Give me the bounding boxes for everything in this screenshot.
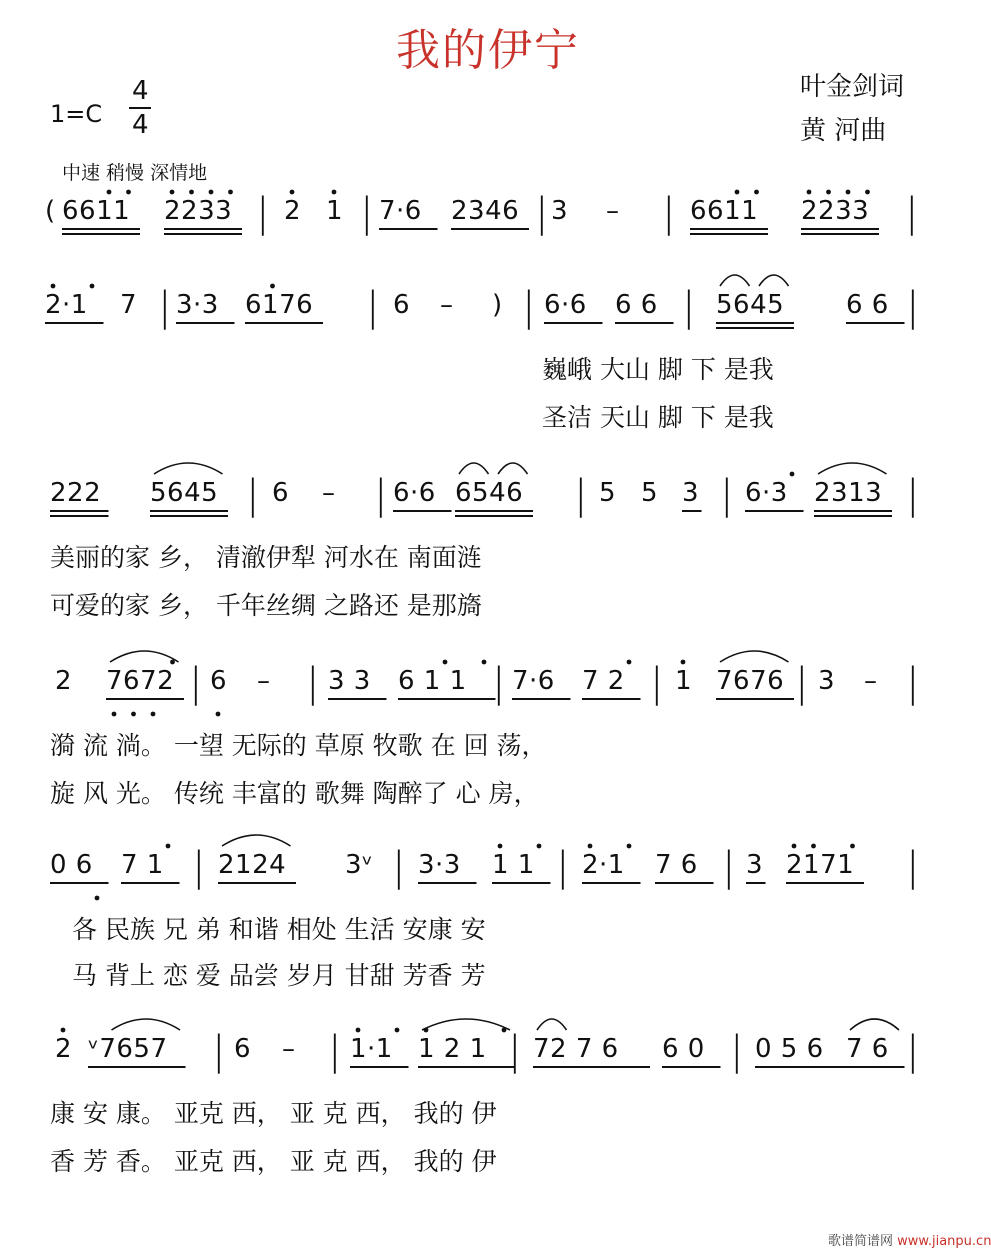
note-group: 2233 bbox=[164, 196, 233, 226]
note-group: 5645 bbox=[150, 478, 219, 508]
octave-dot-above bbox=[498, 844, 503, 849]
barline: | bbox=[192, 844, 206, 890]
note-group: 1 2 1 bbox=[418, 1034, 487, 1064]
barline: | bbox=[906, 1028, 920, 1074]
slur-arc bbox=[422, 1019, 510, 1030]
octave-dot-above bbox=[170, 660, 175, 665]
note-group: 3·3 bbox=[176, 290, 219, 320]
barline: | bbox=[522, 284, 536, 330]
watermark-site-name: 歌谱简谱网 bbox=[828, 1234, 894, 1249]
note-group: 1·1 bbox=[350, 1034, 393, 1064]
note-group: 2346 bbox=[451, 196, 520, 226]
barline: | bbox=[158, 284, 172, 330]
slur-arc bbox=[759, 275, 789, 286]
note-group: 2124 bbox=[218, 850, 287, 880]
song-title: 我的伊宁 bbox=[396, 25, 580, 76]
octave-dot-above bbox=[850, 844, 855, 849]
barline: | bbox=[392, 844, 406, 890]
lyric-line-1: 各 民族 兄 弟 和谐 相处 生活 安康 安 bbox=[72, 915, 486, 944]
note-group: 6 bbox=[210, 666, 228, 696]
octave-dot-above bbox=[424, 1028, 429, 1033]
note-group: 6·6 bbox=[544, 290, 587, 320]
octave-dot-above bbox=[209, 190, 214, 195]
note-group: 6 bbox=[234, 1034, 252, 1064]
barline: | bbox=[574, 472, 588, 518]
barline: | bbox=[906, 660, 920, 706]
octave-dot-above bbox=[502, 1028, 507, 1033]
lyricist-credit: 叶金剑词 bbox=[800, 72, 905, 102]
note-group: 5 bbox=[641, 478, 659, 508]
slur-arc bbox=[459, 463, 489, 474]
note-group: 2 bbox=[55, 1034, 73, 1064]
barline: | bbox=[906, 284, 920, 330]
note-group: ) bbox=[492, 290, 503, 320]
barline: | bbox=[722, 844, 736, 890]
slur-arc bbox=[818, 463, 887, 474]
note-group: 3·3 bbox=[418, 850, 461, 880]
note-group: 6611 bbox=[62, 196, 131, 226]
slur-arc bbox=[498, 463, 528, 474]
note-group: 3 bbox=[746, 850, 764, 880]
octave-dot-above bbox=[170, 190, 175, 195]
note-group: 1 1 bbox=[492, 850, 535, 880]
note-group: 7 1 bbox=[121, 850, 164, 880]
barline: | bbox=[795, 660, 809, 706]
note-group: 2233 bbox=[801, 196, 870, 226]
lyric-line-1: 漪 流 淌。 一望 无际的 草原 牧歌 在 回 荡， bbox=[50, 731, 547, 760]
watermark-domain: www.jianpu.cn bbox=[897, 1234, 991, 1249]
tempo-marking: 中速 稍慢 深情地 bbox=[62, 162, 208, 184]
barline: | bbox=[306, 660, 320, 706]
note-group: 6176 bbox=[245, 290, 314, 320]
lyric-line-2: 圣洁 天山 脚 下 是我 bbox=[542, 403, 774, 432]
octave-dot-above bbox=[90, 284, 95, 289]
lyric-line-2: 香 芳 香。 亚克 西， 亚 克 西， 我的 伊 bbox=[50, 1147, 497, 1176]
octave-dot-above bbox=[826, 190, 831, 195]
barline: | bbox=[905, 190, 919, 236]
octave-dot-above bbox=[735, 190, 740, 195]
note-group: 2·1 bbox=[45, 290, 88, 320]
barline: | bbox=[328, 1028, 342, 1074]
octave-dot-above bbox=[126, 190, 131, 195]
note-group: 6 bbox=[272, 478, 290, 508]
note-group: 7 6 bbox=[846, 1034, 889, 1064]
note-group: ( bbox=[45, 196, 56, 226]
octave-dot-above bbox=[537, 844, 542, 849]
lyric-line-2: 可爱的家 乡， 千年丝绸 之路还 是那旖 bbox=[50, 591, 482, 620]
note-group: 6 0 bbox=[662, 1034, 705, 1064]
barline: | bbox=[662, 190, 676, 236]
note-group: 6 6 bbox=[846, 290, 889, 320]
note-group: 6611 bbox=[690, 196, 759, 226]
key-signature: 1=C bbox=[50, 100, 103, 128]
octave-dot-above bbox=[61, 1028, 66, 1033]
note-group: 1 bbox=[326, 196, 344, 226]
note-group: 3 bbox=[551, 196, 569, 226]
barline: | bbox=[366, 284, 380, 330]
note-group: – bbox=[440, 290, 454, 320]
barline: | bbox=[535, 190, 549, 236]
octave-dot-above bbox=[332, 190, 337, 195]
octave-dot-above bbox=[846, 190, 851, 195]
note-group: 6·6 bbox=[393, 478, 436, 508]
barline: | bbox=[650, 660, 664, 706]
note-group: 0 6 bbox=[50, 850, 93, 880]
barline: | bbox=[720, 472, 734, 518]
octave-dot-above bbox=[754, 190, 759, 195]
lyric-line-2: 马 背上 恋 爱 品尝 岁月 甘甜 芳香 芳 bbox=[72, 961, 486, 990]
composer-credit: 黄 河曲 bbox=[800, 116, 887, 146]
note-group: 7676 bbox=[716, 666, 785, 696]
octave-dot-above bbox=[790, 472, 795, 477]
barline: | bbox=[906, 844, 920, 890]
slur-arc bbox=[112, 1019, 181, 1030]
note-group: – bbox=[257, 666, 271, 696]
barline: | bbox=[360, 190, 374, 236]
barline: | bbox=[906, 472, 920, 518]
barline: | bbox=[189, 660, 203, 706]
slur-arc bbox=[850, 1019, 899, 1030]
barline: | bbox=[492, 660, 506, 706]
note-group: 7 bbox=[120, 290, 138, 320]
octave-dot-above bbox=[107, 190, 112, 195]
note-group: 2 bbox=[284, 196, 302, 226]
slur-arc bbox=[110, 651, 179, 662]
note-group: 6 bbox=[393, 290, 411, 320]
note-group: 3ᵛ bbox=[345, 850, 374, 880]
octave-dot-above bbox=[811, 844, 816, 849]
note-group: 6·3 bbox=[745, 478, 788, 508]
slur-arc bbox=[537, 1019, 567, 1030]
note-group: 2313 bbox=[814, 478, 883, 508]
barline: | bbox=[212, 1028, 226, 1074]
note-group: 7·6 bbox=[379, 196, 422, 226]
octave-dot-above bbox=[228, 190, 233, 195]
octave-dot-above bbox=[627, 660, 632, 665]
note-group: 5 bbox=[599, 478, 617, 508]
note-group: 2·1 bbox=[582, 850, 625, 880]
octave-dot-above bbox=[290, 190, 295, 195]
note-group: 1 bbox=[675, 666, 693, 696]
octave-dot-above bbox=[627, 844, 632, 849]
octave-dot-above bbox=[166, 844, 171, 849]
octave-dot-above bbox=[807, 190, 812, 195]
note-group: 3 3 bbox=[328, 666, 371, 696]
octave-dot-above bbox=[865, 190, 870, 195]
octave-dot-above bbox=[51, 284, 56, 289]
note-group: 6546 bbox=[455, 478, 524, 508]
octave-dot-above bbox=[681, 660, 686, 665]
note-group: 7672 bbox=[106, 666, 175, 696]
note-group: 3 bbox=[682, 478, 700, 508]
note-group: 7 6 bbox=[655, 850, 698, 880]
octave-dot-below bbox=[151, 712, 156, 717]
note-group: 3 bbox=[818, 666, 836, 696]
barline: | bbox=[374, 472, 388, 518]
octave-dot-above bbox=[588, 844, 593, 849]
slur-arc bbox=[222, 835, 291, 846]
lyric-line-1: 美丽的家 乡， 清澈伊犁 河水在 南面涟 bbox=[50, 543, 482, 572]
note-group: 222 bbox=[50, 478, 102, 508]
slur-arc bbox=[720, 275, 750, 286]
octave-dot-below bbox=[112, 712, 117, 717]
note-group: 5645 bbox=[716, 290, 785, 320]
note-group: 7·6 bbox=[512, 666, 555, 696]
lyric-line-1: 康 安 康。 亚克 西， 亚 克 西， 我的 伊 bbox=[50, 1099, 497, 1128]
note-group: 2 bbox=[55, 666, 73, 696]
octave-dot-above bbox=[270, 284, 275, 289]
octave-dot-above bbox=[356, 1028, 361, 1033]
barline: | bbox=[256, 190, 270, 236]
time-signature-top: 4 bbox=[132, 76, 149, 106]
note-group: – bbox=[606, 196, 620, 226]
octave-dot-above bbox=[443, 660, 448, 665]
note-group: 72 7 6 bbox=[533, 1034, 619, 1064]
octave-dot-below bbox=[131, 712, 136, 717]
lyric-line-2: 旋 风 光。 传统 丰富的 歌舞 陶醉了 心 房， bbox=[50, 779, 539, 808]
barline: | bbox=[682, 284, 696, 330]
octave-dot-above bbox=[482, 660, 487, 665]
note-group: – bbox=[282, 1034, 296, 1064]
octave-dot-above bbox=[395, 1028, 400, 1033]
note-group: 2171 bbox=[786, 850, 855, 880]
octave-dot-below bbox=[216, 712, 221, 717]
time-signature-line bbox=[129, 107, 151, 109]
note-group: ᵛ7657 bbox=[88, 1034, 168, 1064]
note-group: 6 1 1 bbox=[398, 666, 467, 696]
note-group: 0 5 6 bbox=[755, 1034, 824, 1064]
note-group: 7 2 bbox=[582, 666, 625, 696]
barline: | bbox=[730, 1028, 744, 1074]
lyric-line-1: 巍峨 大山 脚 下 是我 bbox=[542, 355, 774, 384]
barline: | bbox=[246, 472, 260, 518]
octave-dot-above bbox=[792, 844, 797, 849]
barline: | bbox=[508, 1028, 522, 1074]
note-group: 6 6 bbox=[615, 290, 658, 320]
note-group: – bbox=[864, 666, 878, 696]
note-group: – bbox=[322, 478, 336, 508]
watermark bbox=[828, 1230, 991, 1249]
octave-dot-above bbox=[189, 190, 194, 195]
slur-arc bbox=[154, 463, 223, 474]
octave-dot-below bbox=[95, 896, 100, 901]
slur-arc bbox=[720, 651, 789, 662]
barline: | bbox=[556, 844, 570, 890]
time-signature-bottom: 4 bbox=[132, 110, 149, 140]
